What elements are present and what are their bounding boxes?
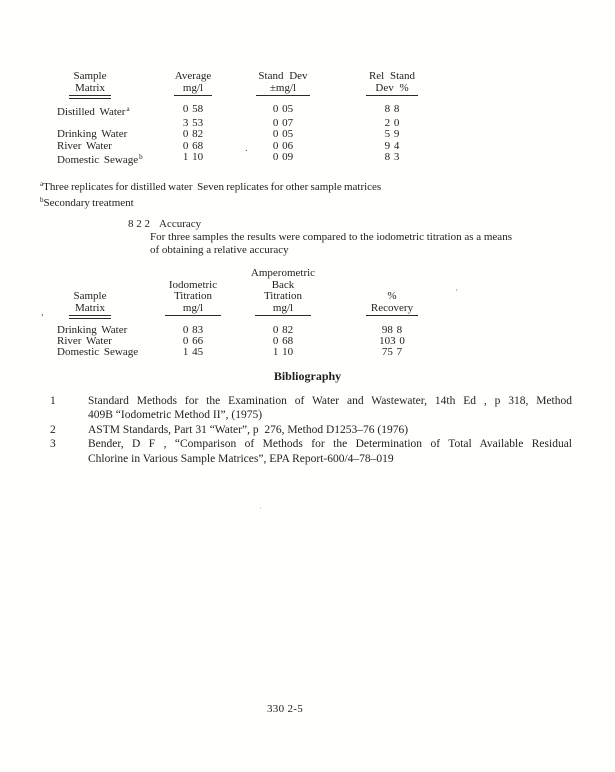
cell-rel-stand-dev: 9 4 bbox=[384, 139, 400, 152]
cell-iodometric: 0 83 bbox=[182, 324, 204, 336]
header-average bbox=[157, 71, 229, 96]
header-text: mg/l bbox=[255, 303, 311, 317]
cell-iodometric: 0 66 bbox=[182, 335, 204, 348]
entry-line: Chlorine in Various Sample Matrices”, EPA Report-600/4–78–019 bbox=[88, 452, 394, 465]
page-number: 330 2-5 bbox=[267, 703, 304, 715]
cell-rel-stand-dev: 8 8 bbox=[384, 103, 400, 115]
cell-stand-dev: 0 05 bbox=[272, 128, 294, 141]
entry-line: Standard Methods for the Examination of Water and Wastewater, 14th Ed , p 318, Method bbox=[88, 395, 572, 407]
cell-average: 3 53 bbox=[182, 117, 204, 130]
header-text: Sample bbox=[73, 70, 107, 82]
footnote-marker: b bbox=[40, 196, 44, 204]
body-line: of obtaining a relative accuracy bbox=[150, 244, 289, 257]
cell-matrix: Domestic Sewage bbox=[57, 346, 139, 359]
accuracy-table-body bbox=[57, 325, 457, 359]
header-sample-matrix bbox=[57, 291, 157, 316]
footnote: $^b$Secondary treatment bbox=[40, 196, 134, 209]
precision-table-header bbox=[57, 71, 457, 96]
table-row bbox=[57, 129, 457, 140]
table-row bbox=[57, 152, 457, 166]
table-row bbox=[57, 104, 457, 118]
header-amperometric-back-titration bbox=[229, 268, 337, 316]
header-rel-stand-dev bbox=[337, 71, 447, 96]
accuracy-table bbox=[57, 268, 457, 359]
scan-artifact-dot: . bbox=[245, 142, 248, 154]
bibliography-list bbox=[50, 394, 580, 466]
cell-rel-stand-dev: 8 3 bbox=[384, 150, 400, 163]
cell-stand-dev: 0 06 bbox=[272, 139, 294, 152]
header-text: Recovery bbox=[366, 303, 418, 317]
cell-average: 0 58 bbox=[182, 103, 204, 115]
cell-amperometric: 0 82 bbox=[272, 324, 294, 336]
scan-artifact-comma: , bbox=[41, 306, 44, 318]
header-stand-dev bbox=[229, 71, 337, 96]
cell-matrix: Distilled Water$^a$ bbox=[57, 105, 130, 118]
cell-average: 1 10 bbox=[182, 150, 204, 163]
header-percent-recovery bbox=[337, 291, 447, 316]
entry-line: Bender, D F , “Comparison of Methods for the Determination of Total Available Residual bbox=[88, 438, 572, 451]
scan-artifact-smudge: · bbox=[259, 503, 260, 513]
header-text: Iodometric bbox=[168, 278, 218, 291]
header-text: Titration bbox=[173, 290, 213, 302]
cell-matrix: Domestic Sewage$^b$ bbox=[57, 152, 143, 166]
table-footnotes bbox=[39, 178, 381, 210]
entry-text bbox=[88, 394, 572, 423]
cell-matrix: Drinking Water bbox=[57, 128, 128, 141]
header-text: Stand Dev bbox=[258, 70, 308, 82]
cell-average: 0 82 bbox=[182, 128, 204, 141]
header-text: Titration bbox=[263, 290, 303, 302]
cell-recovery: 98 8 bbox=[381, 324, 403, 336]
cell-matrix: River Water bbox=[57, 139, 112, 152]
cell-matrix: Drinking Water bbox=[57, 324, 128, 336]
entry-number: 1 bbox=[50, 395, 56, 407]
cell-average: 0 68 bbox=[182, 139, 204, 152]
entry-line: ASTM Standards, Part 31 “Water”, p 276, Method D1253–76 (1976) bbox=[88, 423, 409, 436]
accuracy-table-header bbox=[57, 268, 457, 316]
table-row bbox=[57, 347, 457, 358]
cell-recovery: 103 0 bbox=[379, 335, 405, 348]
header-text: Matrix bbox=[69, 83, 111, 97]
section-title: Accuracy bbox=[159, 218, 202, 230]
body-line: For three samples the results were compared to the iodometric titration as a means bbox=[150, 231, 512, 243]
cell-amperometric: 1 10 bbox=[272, 346, 294, 359]
bibliography-entry bbox=[50, 423, 580, 437]
section-number: 8 2 2 bbox=[128, 218, 150, 230]
bibliography-entry bbox=[50, 437, 580, 466]
footnote-marker: b bbox=[139, 152, 143, 161]
footnote-marker: a bbox=[126, 105, 130, 113]
bibliography-title: Bibliography bbox=[273, 369, 342, 383]
cell-stand-dev: 0 05 bbox=[272, 103, 294, 115]
entry-number: 2 bbox=[50, 423, 56, 436]
cell-stand-dev: 0 07 bbox=[272, 117, 294, 130]
header-text: Sample bbox=[73, 290, 107, 302]
header-text: Rel Stand bbox=[368, 70, 416, 82]
cell-rel-stand-dev: 5 9 bbox=[384, 128, 400, 141]
precision-table bbox=[57, 71, 457, 166]
header-text: ±mg/l bbox=[256, 83, 310, 97]
header-sample-matrix bbox=[57, 71, 157, 96]
header-text: mg/l bbox=[174, 83, 212, 97]
footnote-marker: a bbox=[40, 180, 44, 188]
header-text: % bbox=[387, 290, 397, 302]
entry-text bbox=[88, 423, 572, 437]
section-heading bbox=[128, 218, 201, 230]
header-text: Matrix bbox=[69, 303, 111, 317]
entry-text bbox=[88, 437, 572, 466]
cell-recovery: 75 7 bbox=[381, 346, 403, 359]
cell-rel-stand-dev: 2 0 bbox=[384, 117, 400, 130]
cell-stand-dev: 0 09 bbox=[272, 150, 294, 163]
header-text: mg/l bbox=[165, 303, 221, 317]
cell-amperometric: 0 68 bbox=[272, 335, 294, 348]
cell-iodometric: 1 45 bbox=[182, 346, 204, 359]
cell-matrix: River Water bbox=[57, 335, 112, 348]
header-iodometric-titration bbox=[157, 280, 229, 317]
scan-artifact-apostrophe: ’ bbox=[455, 288, 459, 299]
bibliography-entry bbox=[50, 394, 580, 423]
header-text: Average bbox=[174, 70, 212, 82]
precision-table-body bbox=[57, 104, 457, 166]
header-text: Dev % bbox=[366, 83, 417, 97]
header-text: Back bbox=[271, 278, 295, 291]
header-text: Amperometric bbox=[250, 267, 316, 279]
entry-line: 409B “Iodometric Method II”, (1975) bbox=[88, 409, 263, 422]
footnote: $^a$Three replicates for distilled water Seven replicates for other sample matrices bbox=[40, 180, 382, 193]
section-body bbox=[150, 231, 530, 258]
entry-number: 3 bbox=[50, 438, 56, 451]
